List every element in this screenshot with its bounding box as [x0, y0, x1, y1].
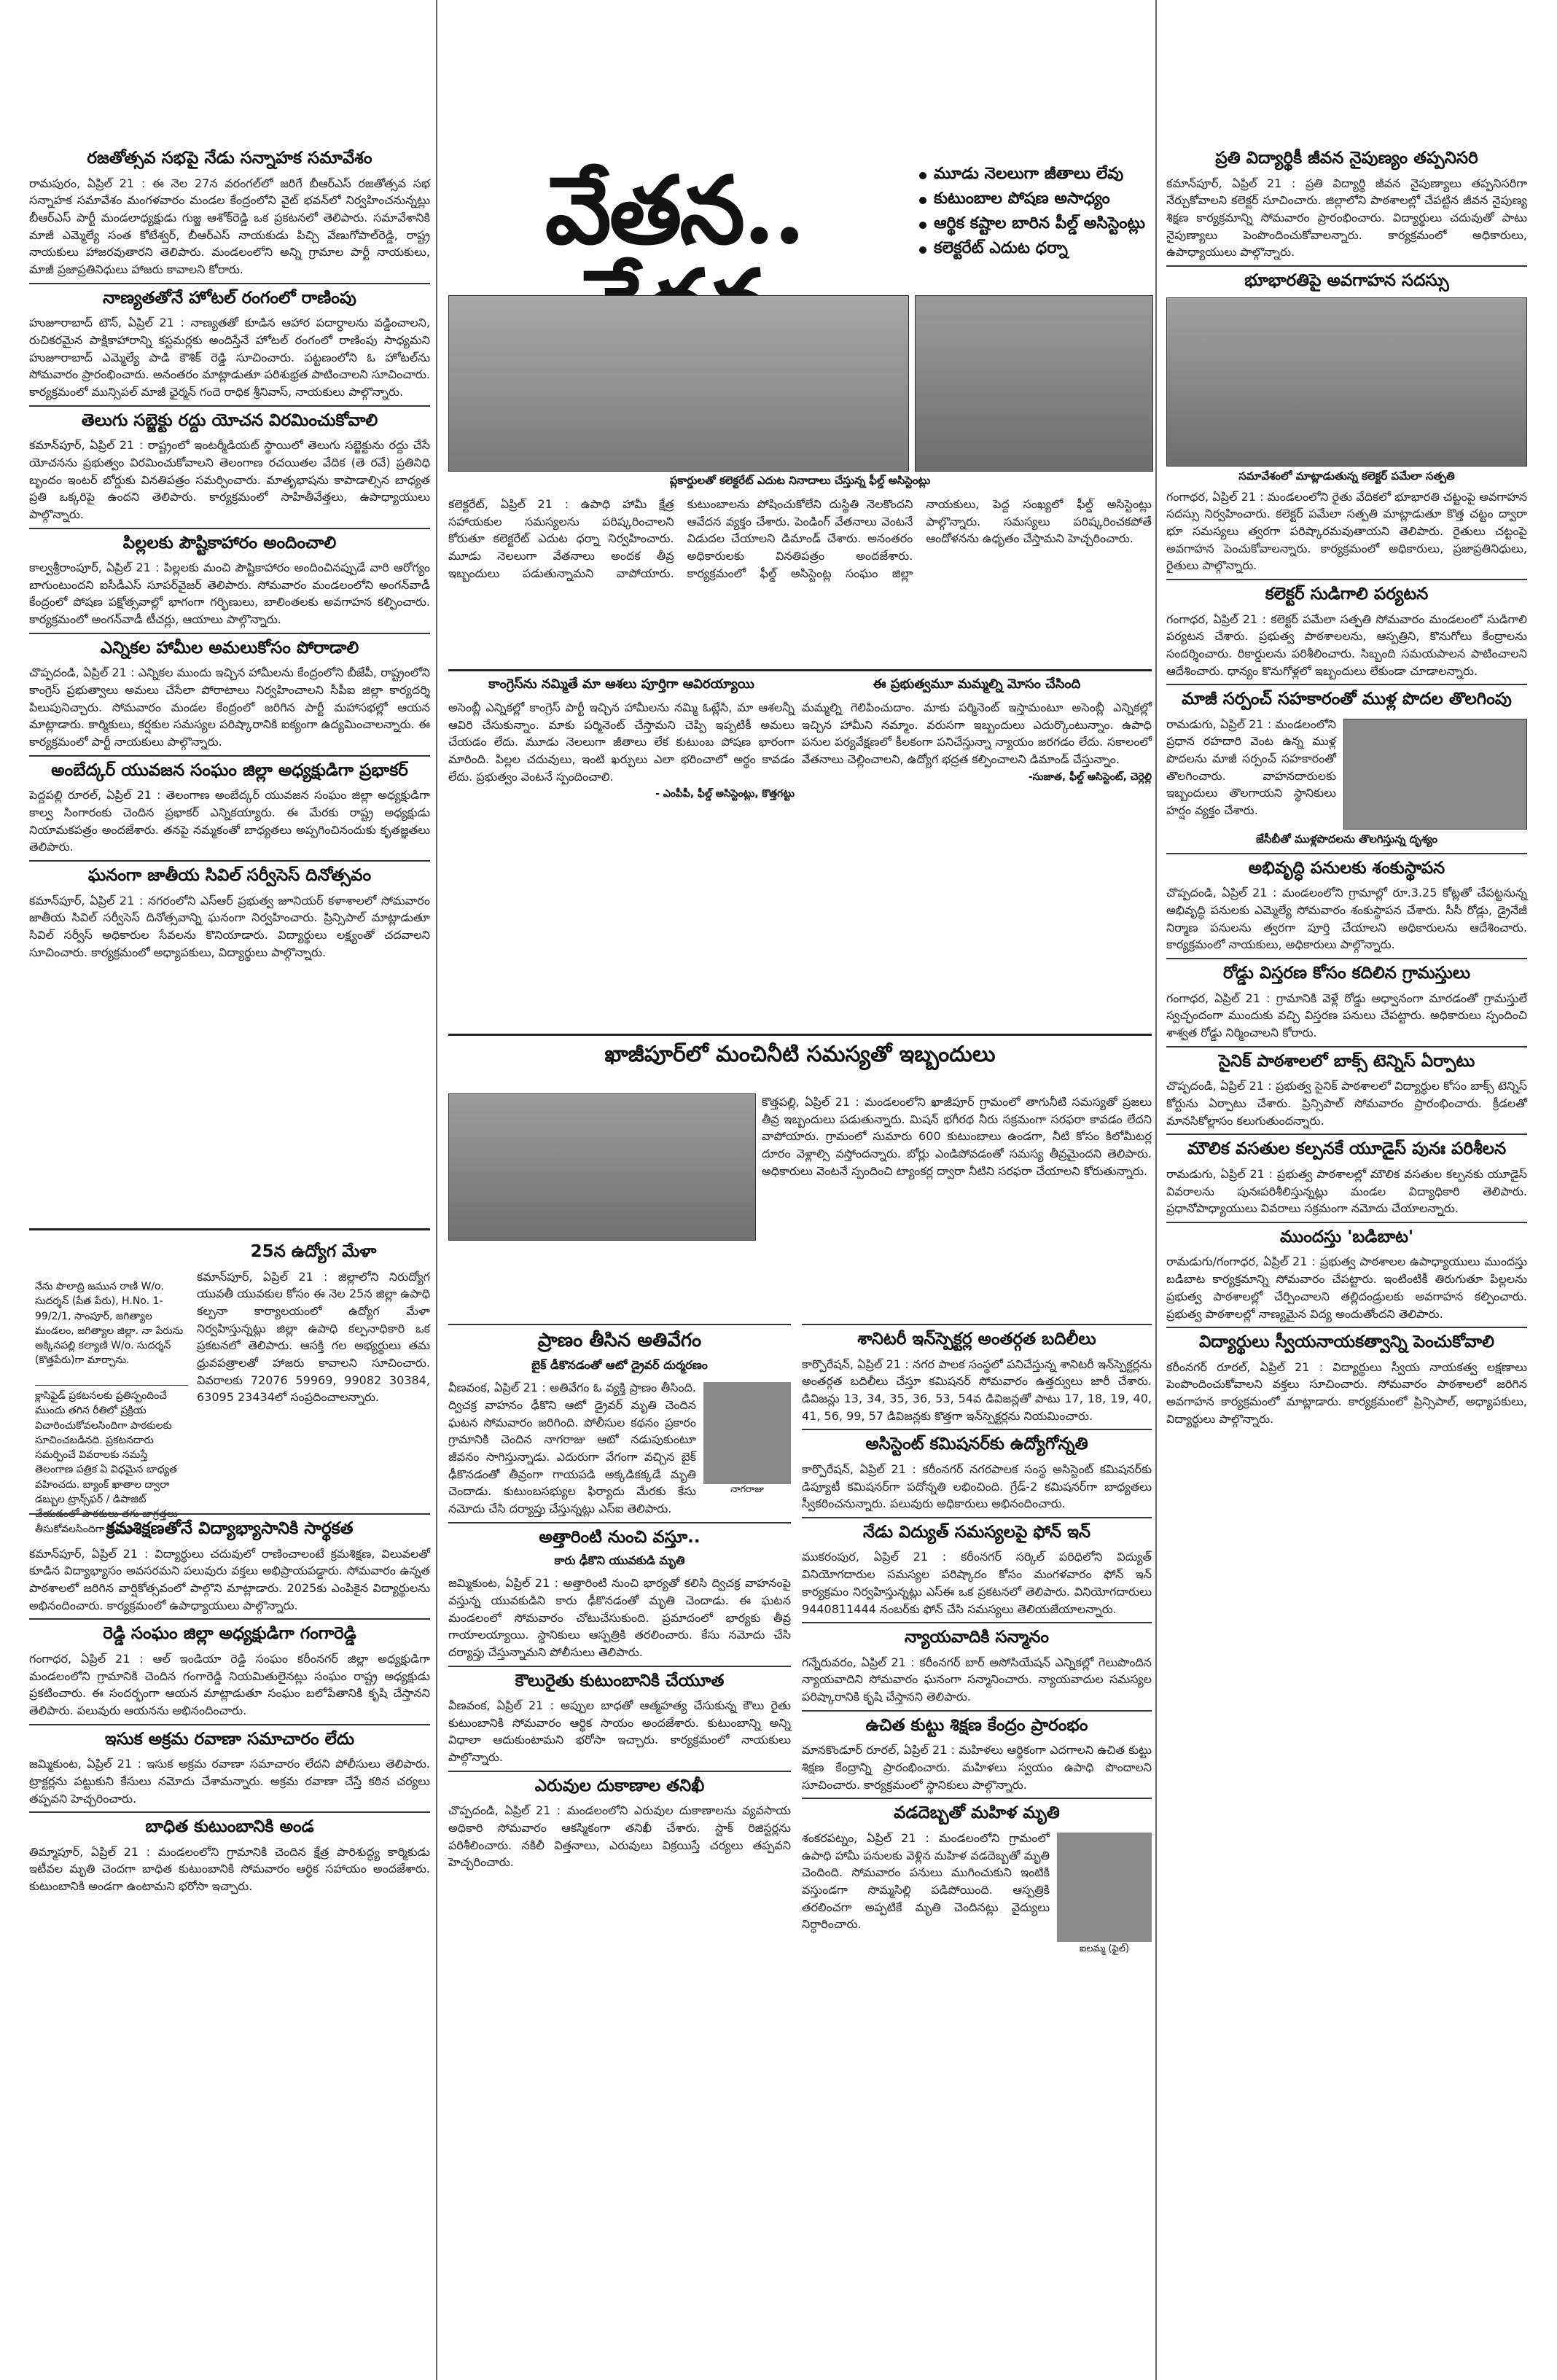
article-body: చొప్పదండి, ఏప్రిల్ 21 : మండలంలోని ఎరువుల దుకాణాలను వ్యవసాయ అధికారి సోమవారం ఆకస్మికంగా తనిఖీ చేశారు. స్టాక్ రిజిస్టర్లను పరిశీలించారు. నకిలీ విత్తనాలు, ఎరువులు విక్రయిస్తే చర్యలు తప్పవని హెచ్చరించారు.	[448, 1803, 791, 1870]
article-body: కార్పొరేషన్, ఏప్రిల్ 21 : నగర పాలక సంస్థలో పనిచేస్తున్న శానిటరీ ఇన్‌స్పెక్టర్లను అంతర్గత బదిలీలు చేస్తూ కమిషనర్ సోమవారం ఉత్తర్వులు జారీ చేశారు. డివిజన్లు 13, 34, 35, 36, 53, 54వ డివిజన్లతో పాటు 17, 18, 19, 40, 41, 56, 99, 57 డివిజన్లకు కొత్తగా ఇన్‌స్పెక్టర్లను నియమించారు.	[802, 1357, 1152, 1423]
photo-caption: ఐలమ్మ (ఫైల్)	[1079, 1943, 1130, 1954]
article-headline-wrap	[448, 1039, 1152, 1090]
article	[29, 761, 430, 856]
article-headline: ఖాజీపూర్‌లో మంచినీటి సమస్యతో ఇబ్బందులు	[604, 1042, 996, 1067]
photo-caption: జేసీబీతో ముళ్లపొదలను తొలగిస్తున్న దృశ్యం	[1256, 832, 1437, 846]
bullet-item: కలెక్టరేట్ ఎదుట ధర్నా	[915, 238, 1152, 259]
lead-headline: వేతన..	[545, 156, 804, 265]
article	[29, 411, 430, 523]
divider	[448, 1324, 791, 1325]
bullet-item: ఆర్థిక కష్టాల బారిన పీల్డ్ అసిస్టెంట్లు	[915, 214, 1152, 234]
article-body: రామడుగు, ఏప్రిల్ 21 : మండలంలోని ప్రధాన రహదారి వెంట ఉన్న ముళ్ల పొదలను మాజీ సర్పంచ్ సహకారంతో తొలగించారు. వాహనదారులకు ఇబ్బందులు తొలగాయని స్థానికులు హర్షం వ్యక్తం చేశారు.	[1166, 717, 1336, 818]
article-body: హుజూరాబాద్ టౌన్, ఏప్రిల్ 21 : నాణ్యతతో కూడిన ఆహార పదార్థాలను వడ్డించాలని, రుచికరమైన పాక్షికాహారాన్ని కస్టమర్లకు అందిస్తేనే హోటల్ రంగంలో రాణింపు సాధ్యమని హుజూరాబాద్ ఎమ్మెల్యే పాడి కౌశిక్ రెడ్డి సూచించారు. పట్టణంలోని ఓ హోటల్‌ను సోమవారం ప్రారంభించారు. అనంతరం మాట్లాడుతూ పరిశుభ్రత పాటించాలని సూచించారు. కార్యక్రమంలో మున్సిపల్ మాజీ ఛైర్మన్ గందె రాధిక శ్రీనివాస్, నాయకులు పాల్గొన్నారు.	[29, 316, 430, 399]
article-body: చొప్పదండి, ఏప్రిల్ 21 : ఎన్నికల ముందు ఇచ్చిన హామీలను కేంద్రంలోని బీజేపీ, రాష్ట్రంలోని కాంగ్రెస్ ప్రభుత్వాలు అమలు చేసేలా పోరాటాలు నిర్వహించాలని సీపీఐ జిల్లా కార్యదర్శి పిలుపునిచ్చారు. సోమవారం మండల కేంద్రంలో జరిగిన పార్టీ మహాసభల్లో ఆయన మాట్లాడారు. కార్మికులు, కర్షకుల సమస్యల పరిష్కారానికి ఐక్యంగా ఉద్యమించాలన్నారు. ఈ కార్యక్రమంలో పార్టీ నాయకులు పాల్గొన్నారు.	[29, 666, 430, 749]
article-headline: అత్తారింటి నుంచి వస్తూ..	[539, 1527, 701, 1547]
divider	[29, 1228, 430, 1230]
article-body: జమ్మికుంట, ఏప్రిల్ 21 : అత్తారింటి నుంచి భార్యతో కలిసి ద్విచక్ర వాహనంపై వస్తున్న యువకుడిని కారు ఢీకొనడంతో మృతి చెందాడు. ఈ ఘటన మండలంలో సోమవారం చోటుచేసుకుంది. ప్రమాదంలో భార్యకు తీవ్ర గాయాలయ్యాయి. స్థానికులు ఆస్పత్రికి తరలించారు. కేసు నమోదు చేసి దర్యాప్తు చేస్తున్నామని పోలీసులు తెలిపారు.	[448, 1576, 791, 1659]
divider	[29, 1513, 430, 1515]
divider	[1166, 684, 1527, 685]
article-headline: రెడ్డి సంఘం జిల్లా అధ్యక్షుడిగా గంగారెడ్డి	[103, 1624, 356, 1644]
article-headline: ఘనంగా జాతీయ సివిల్ సర్వీసెస్ దినోత్సవం	[87, 866, 372, 886]
article-headline: మౌలిక వసతుల కల్పనకే యూడైస్ పునః పరిశీలన	[1187, 1139, 1507, 1159]
opinion-box	[448, 676, 795, 1026]
article	[762, 1093, 1152, 1312]
divider	[802, 1710, 1152, 1712]
divider	[1166, 1134, 1527, 1135]
article-body: చొప్పదండి, ఏప్రిల్ 21 : మండలంలోని గ్రామాల్లో రూ.3.25 కోట్లతో చేపట్టనున్న అభివృద్ధి పనులకు ఎమ్మెల్యే సోమవారం శంకుస్థాపన చేశారు. సీసీ రోడ్లు, డ్రైనేజీ నిర్మాణ పనులను త్వరగా పూర్తి చేయాలని అధికారులను ఆదేశించారు. కార్యక్రమంలో నాయకులు, అధికారులు పాల్గొన్నారు.	[1166, 886, 1527, 952]
article-headline: నేడు విద్యుత్ సమస్యలపై ఫోన్ ఇన్	[862, 1522, 1091, 1542]
article-headline: క్రమశిక్షణతోనే విద్యాభ్యాసానికి సార్థకత	[106, 1519, 354, 1538]
divider	[29, 528, 430, 529]
water-photo	[448, 1093, 756, 1241]
column-2-lower	[448, 1319, 791, 2369]
article-body: గంగాధర, ఏప్రిల్ 21 : మండలంలోని రైతు వేదికలో భూభారతి చట్టంపై అవగాహన సదస్సు నిర్వహించారు. కలెక్టర్ పమేలా సత్పతి మాట్లాడుతూ కొత్త చట్టం ద్వారా భూ సమస్యలు త్వరగా పరిష్కారమవుతాయని తెలిపారు. రైతులు చట్టంపై అవగాహన పెంచుకోవాలన్నారు. కార్యక్రమంలో అధికారులు, ప్రజాప్రతినిధులు, రైతులు పాల్గొన్నారు.	[1166, 489, 1527, 573]
article-body: కార్పొరేషన్, ఏప్రిల్ 21 : కరీంనగర్ నగరపాలక సంస్థ అసిస్టెంట్ కమిషనర్‌కు డిప్యూటీ కమిషనర్‌గా పదోన్నతి లభించింది. గ్రేడ్-2 కమిషనర్‌గా బాధ్యతలు స్వీకరించనున్నారు. పలువురు అధికారులు అభినందించారు.	[802, 1462, 1152, 1511]
road-photo	[1343, 719, 1527, 830]
divider	[1166, 853, 1527, 854]
article-headline: ప్రతి విద్యార్థికీ జీవన నైపుణ్యం తప్పనిసరి	[1215, 149, 1478, 168]
divider	[1166, 1222, 1527, 1223]
article-headline: అసిస్టెంట్ కమిషనర్‌కు ఉద్యోగోన్నతి	[865, 1435, 1088, 1454]
opinion-headline: ఈ ప్రభుత్వమూ మమ్మల్ని మోసం చేసింది	[873, 676, 1081, 692]
article-body: జమ్మికుంట, ఏప్రిల్ 21 : ఇసుక అక్రమ రవాణా సమాచారం లేదని పోలీసులు తెలిపారు. ట్రాక్టర్లను పట్టుకుని కేసులు నమోదు చేశామన్నారు. అక్రమ రవాణా చేస్తే కఠిన చర్యలు తప్పవని హెచ్చరించారు.	[29, 1757, 430, 1806]
divider	[802, 1324, 1152, 1325]
opinion-body: అసెంబ్లీ ఎన్నికల్లో కాంగ్రెస్ పార్టీ ఇచ్చిన హామీలను నమ్మి ఓట్లేసి, మా ఆశలన్నీ ఆవిరి చేసుకున్నాం. మాకు పర్మినెంట్ చేస్తామని చెప్పి ఇప్పటికీ అమలు చేయడం లేదు. మూడు నెలలుగా జీతాలు లేక కుటుంబ పోషణ భారంగా మారింది. పిల్లల చదువులు, ఇంటి ఖర్చులు ఎలా భరించాలో అర్థం కావడం లేదు. ప్రభుత్వం వెంటనే స్పందించాలి.	[448, 701, 795, 784]
article-subheadline: బైక్ డీకొనడంతో ఆటో డ్రైవర్ దుర్మరణం	[531, 1358, 708, 1373]
column-4-articles	[1166, 146, 1527, 2369]
article-headline: న్యాయవాదికి సన్మానం	[904, 1628, 1050, 1647]
article-headline: మాజీ సర్పంచ్ సహకారంతో ముళ్ల పొదల తొలగింపు	[1182, 690, 1512, 709]
article-subheadline: కారు ఢీకొని యువకుడి మృతి	[554, 1553, 685, 1568]
opinion-body: మమ్మల్ని గెలిపించుదాం. మాకు పర్మినెంట్ ఇస్తామంటూ అసెంబ్లీ ఎన్నికల్లో ఇచ్చిన హామీని నమ్మాం. వరుసగా ఇబ్బందులు ఎదుర్కొంటున్నాం. ఉపాధి పనుల పర్యవేక్షణలో కీలకంగా పనిచేస్తున్నా న్యాయం జరగడం లేదు. సకాలంలో వేతనాలు చెల్లించాలని, ఉద్యోగ భద్రత కల్పించాలని డిమాండ్ చేస్తున్నాం.	[802, 701, 1152, 767]
divider	[1166, 265, 1527, 267]
divider	[802, 1798, 1152, 1799]
article-body: పెద్దపల్లి రూరల్, ఏప్రిల్ 21 : తెలంగాణ అంబేద్కర్ యువజన సంఘం జిల్లా అధ్యక్షుడిగా కాల్వ సింగారంకు చెందిన ప్రభాకర్ ఎన్నికయ్యారు. ఈ మేరకు రాష్ట్ర అధ్యక్షుడు నియామకపత్రం అందజేశారు. తనపై నమ్మకంతో బాధ్యతలు అప్పగించినందుకు కృతజ్ఞతలు తెలిపారు.	[29, 788, 430, 854]
article-headline: తెలుగు సబ్జెక్టు రద్దు యోచన విరమించుకోవాలి	[81, 410, 378, 430]
article-headline: బాధిత కుటుంబానికి అండ	[145, 1817, 314, 1837]
article-headline: ఇసుక అక్రమ రవాణా సమాచారం లేదు	[104, 1729, 355, 1749]
article	[29, 149, 430, 278]
opinion-headline: కాంగ్రెస్‌ను నమ్మితే మా ఆశలు పూర్తిగా ఆవిరయ్యాయి	[488, 676, 754, 692]
divider	[1166, 1327, 1527, 1328]
article-body: మానకొండూర్ రూరల్, ఏప్రిల్ 21 : మహిళలు ఆర్థికంగా ఎదగాలని ఉచిత కుట్టు శిక్షణ కేంద్రాన్ని ప్రారంభించారు. మహిళలు స్వయం ఉపాధి పొందాలని సూచించారు. కార్యక్రమంలో స్థానికులు పాల్గొన్నారు.	[802, 1743, 1152, 1792]
divider	[1166, 958, 1527, 959]
article-body: శంకరపట్నం, ఏప్రిల్ 21 : మండలంలోని గ్రామంలో ఉపాధి హామీ పనులకు వెళ్లిన మహిళ వడదెబ్బతో మృతి చెందింది. సోమవారం పనులు ముగించుకుని ఇంటికి వస్తుండగా సొమ్మసిల్లి పడిపోయింది. ఆస్పత్రికి తరలించగా అప్పటికే మృతి చెందినట్లు వైద్యులు నిర్ధారించారు.	[802, 1830, 1050, 1932]
opinion-signature: -సుజాత, ఫీల్డ్ అసిస్టెంట్, చెర్లెల్లి	[1028, 770, 1152, 783]
article	[29, 534, 430, 628]
meeting-photo	[1166, 297, 1527, 467]
opinion-signature: - ఎంపీపీ, ఫీల్డ్ అసిస్టెంట్లు, కొత్తగట్టు	[655, 788, 795, 800]
article-headline: అంబేద్కర్ యువజన సంఘం జిల్లా అధ్యక్షుడిగా ప్రభాకర్	[51, 760, 408, 780]
article-headline: ప్రాణం తీసిన అతివేగం	[537, 1330, 702, 1351]
article-body: చొప్పదండి, ఏప్రిల్ 21 : ప్రభుత్వ సైనిక్ పాఠశాలలో విద్యార్థుల కోసం బాక్స్ టెన్నిస్ కోర్టును ఏర్పాటు చేశారు. ప్రిన్సిపాల్ సోమవారం ప్రారంభించారు. క్రీడలతో మానసికోల్లాసం కలుగుతుందన్నారు.	[1166, 1079, 1527, 1128]
bullet-item: కుటుంబాల పోషణ అసాధ్యం	[915, 189, 1152, 209]
article	[29, 866, 430, 961]
divider	[29, 1811, 430, 1813]
article-body: రామపురం, ఏప్రిల్ 21 : ఈ నెల 27న వరంగల్‌లో జరిగే బీఆర్‌ఎస్ రజతోత్సవ సభ సన్నాహక సమావేశం మంగళవారం మండల కేంద్రంలోని వైట్ భవన్‌లో నిర్వహించనున్నట్లు బీఆర్‌ఎస్ పార్టీ మండలాధ్యక్షుడు గుజ్జ ఆశోక్‌రెడ్డి ఒక ప్రకటనలో తెలిపారు. సమావేశానికి మాజీ ఎమ్మెల్యే సంత కోటేశ్వర్, బీఆర్‌ఎస్ నాయకుడు పిచ్చి వేణుగోపాల్‌రెడ్డి, రాష్ట్ర నాయకులు హాజరవుతారని తెలిపారు. మండలంలోని అన్ని గ్రామాల పార్టీ నాయకులు, మాజీ ప్రజాప్రతినిధులు హాజరు కావాలని కోరారు.	[29, 176, 430, 276]
photo-caption: ప్లకార్డులతో కలెక్టరేట్ ఎదుట నినాదాలు చేస్తున్న ఫీల్డ్ అసిస్టెంట్లు	[669, 474, 931, 487]
article-headline: పిల్లలకు పౌష్టికాహారం అందించాలి	[122, 533, 337, 553]
article-headline: శానిటరీ ఇన్‌స్పెక్టర్ల అంతర్గత బదిలీలు	[857, 1330, 1096, 1349]
divider	[802, 1517, 1152, 1518]
article	[29, 289, 430, 401]
divider	[1166, 1046, 1527, 1047]
photo-caption: సమావేశంలో మాట్లాడుతున్న కలెక్టర్ పమేలా సత్పతి	[1238, 469, 1455, 483]
divider	[29, 633, 430, 634]
article-headline: ఉచిత కుట్టు శిక్షణ కేంద్రం ప్రారంభం	[865, 1715, 1088, 1735]
article-headline: నాణ్యతతోనే హోటల్ రంగంలో రాణింపు	[103, 288, 356, 308]
photo-caption: నాగరాజు	[730, 1484, 764, 1496]
article-body: తిమ్మాపూర్, ఏప్రిల్ 21 : మండలంలోని గ్రామానికి చెందిన క్షేత్ర పారిశుద్ధ్య కార్మికుడు ఇటీవల మృతి చెందగా బాధిత కుటుంబానికి సోమవారం ఆర్థిక సహాయం అందజేశారు. కుటుంబానికి అండగా ఉంటామని భరోసా ఇచ్చారు.	[29, 1844, 430, 1894]
article-body: కమాన్‌పూర్, ఏప్రిల్ 21 : ప్రతి విద్యార్థి జీవన నైపుణ్యాలు తప్పనిసరిగా నేర్చుకోవాలని కలెక్టర్ సూచించారు. జిల్లాలోని పాఠశాలల్లో చేపట్టిన జీవన నైపుణ్య శిక్షణ కార్యక్రమాన్ని సోమవారం ప్రారంభించారు. విద్యార్థులు చదువుతో పాటు నైపుణ్యాలు పెంపొందించుకోవాలన్నారు. కార్యక్రమంలో అధికారులు, ఉపాధ్యాయులు పాల్గొన్నారు.	[1166, 176, 1527, 260]
divider	[802, 1429, 1152, 1430]
article-body: కమాన్‌పూర్, ఏప్రిల్ 21 : విద్యార్థులు చదువులో రాణించాలంటే క్రమశిక్షణ, విలువలతో కూడిన విద్యాభ్యాసం అవసరమని పలువురు వక్తలు అభిప్రాయపడ్డారు. సోమవారం ఉన్నత పాఠశాలలో జరిగిన వార్షికోత్సవంలో పాల్గొని మాట్లాడారు. 2025కు ఎంపికైన విద్యార్థులను అభినందించారు. కార్యక్రమంలో ఉపాధ్యాయులు పాల్గొన్నారు.	[29, 1546, 430, 1612]
divider	[448, 1771, 791, 1772]
article-body: వీణవంక, ఏప్రిల్ 21 : అతివేగం ఓ వ్యక్తి ప్రాణం తీసింది. ద్విచక్ర వాహనం ఢీకొని ఆటో డ్రైవర్ మృతి చెందిన ఘటన సోమవారం జరిగింది. పోలీసుల కథనం ప్రకారం గ్రామానికి చెందిన నాగరాజు ఆటో నడుపుకుంటూ జీవనం సాగిస్తున్నాడు. ఎదురుగా వేగంగా వచ్చిన బైక్ ఢీకొనడంతో తీవ్రంగా గాయపడి అక్కడికక్కడే మృతి చెందాడు. కుటుంబసభ్యుల ఫిర్యాదు మేరకు కేసు నమోదు చేసి దర్యాప్తు చేస్తున్నట్లు ఎస్ఐ తెలిపారు.	[448, 1381, 696, 1515]
column-1-articles	[29, 146, 430, 1225]
article-headline: అభివృద్ధి పనులకు శంకుస్థాపన	[1248, 858, 1445, 878]
victim-photo	[703, 1382, 791, 1496]
protest-photo	[448, 295, 909, 472]
article-body: గంగాధర, ఏప్రిల్ 21 : ఆల్ ఇండియా రెడ్డి సంఘం కరీంనగర్ జిల్లా అధ్యక్షుడిగా మండలంలోని గ్రామానికి చెందిన గంగారెడ్డి నియమితులైనట్లు సంఘం రాష్ట్ర అధ్యక్షుడు ప్రకటించారు. ఈ సందర్భంగా ఆయన మాట్లాడుతూ సంఘం బలోపేతానికి కృషి చేస్తానని తెలిపారు. పలువురు ఆయనను అభినందించారు.	[29, 1651, 430, 1717]
divider	[448, 669, 1152, 671]
divider	[448, 1034, 1152, 1036]
divider	[29, 283, 430, 284]
classified-notice: నేను పొలాద్రి జమున రాణి W/o. సుదర్శన్ (పేత పేరు), H.No. 1-99/2/1, సాంపూర్, జగిత్యాల మండలం, జగిత్యాల జిల్లా. నా పేరును అక్కినపల్లి కల్యాణి W/o. సుదర్శన్ (కొత్తపేరు)గా మార్చాను.	[35, 1281, 184, 1367]
article-headline: ఎరువుల దుకాణాల తనిఖీ	[534, 1776, 705, 1795]
article-body: కలెక్టరేట్, ఏప్రిల్ 21 : ఉపాధి హామీ క్షేత్ర సహాయకుల సమస్యలను పరిష్కరించాలని కోరుతూ కలెక్టరేట్ ఎదుట ధర్నా నిర్వహించారు. మూడు నెలలుగా వేతనాలు అందక తీవ్ర ఇబ్బందులు పడుతున్నామని వాపోయారు. కుటుంబాలను పోషించుకోలేని దుస్థితి నెలకొందని ఆవేదన వ్యక్తం చేశారు. పెండింగ్ వేతనాలు వెంటనే విడుదల చేయాలని డిమాండ్ చేశారు. అనంతరం అధికారులకు వినతిపత్రం అందజేశారు. కార్యక్రమంలో ఫీల్డ్ అసిస్టెంట్ల సంఘం జిల్లా నాయకులు, పెద్ద సంఖ్యలో ఫీల్డ్ అసిస్టెంట్లు పాల్గొన్నారు. సమస్యలు పరిష్కరించకపోతే ఆందోళనను ఉధృతం చేస్తామని హెచ్చరించారు.	[448, 497, 1152, 580]
article-headline: భూభారతిపై అవగాహన సదస్సు	[1244, 270, 1449, 290]
divider	[802, 1622, 1152, 1623]
lead-bullets	[915, 164, 1152, 264]
article-body: కాల్వశ్రీరాంపూర్, ఏప్రిల్ 21 : పిల్లలకు మంచి పౌష్టికాహారం అందించినప్పుడే వారి ఆరోగ్యం బాగుంటుందని ఐసీడీఎస్ సూపర్‌వైజర్ తెలిపారు. సోమవారం మండలంలోని అంగన్‌వాడీ కేంద్రంలో పోషణ పక్షోత్సవాల్లో భాగంగా గర్భిణులు, బాలింతలకు అవగాహన కల్పించారు. కార్యక్రమంలో అంగన్‌వాడీ టీచర్లు, ఆయాలు పాల్గొన్నారు.	[29, 561, 430, 627]
article-headline: ముందస్తు 'బడిబాట'	[1279, 1227, 1414, 1246]
article-body: కమాన్‌పూర్, ఏప్రిల్ 21 : రాష్ట్రంలో ఇంటర్మీడియట్ స్థాయిలో తెలుగు సబ్జెక్టును రద్దు చేసే యోచనను ప్రభుత్వం విరమించుకోవాలని తెలంగాణ రచయితల వేదిక (తె రవే) ప్రతినిధి బృందం ఇంటర్ బోర్డుకు వినతిపత్రం సమర్పించారు. మాతృభాషను కాపాడాల్సిన బాధ్యత ప్రతి ఒక్కరిపై ఉందని తెలిపారు. కార్యక్రమంలో సాహితీవేత్తలు, ఉపాధ్యాయులు పాల్గొన్నారు.	[29, 438, 430, 521]
victim-photo	[1057, 1833, 1152, 1954]
article-body: కమాన్‌పూర్, ఏప్రిల్ 21 : జిల్లాలోని నిరుద్యోగ యువతీ యువకుల కోసం ఈ నెల 25న జిల్లా ఉపాధి కల్పనా కార్యాలయంలో ఉద్యోగ మేళా నిర్వహిస్తున్నట్లు జిల్లా ఉపాధి కల్పనాధికారి ఒక ప్రకటనలో తెలిపారు. ఆసక్తి గల అభ్యర్థులు తమ ధ్రువపత్రాలతో హాజరు కావాలని సూచించారు. వివరాలకు 72076 59969, 99082 30384, 63095 23434లో సంప్రదించాలన్నారు.	[197, 1269, 430, 1405]
article-body: ముకరంపుర, ఏప్రిల్ 21 : కరీంనగర్ సర్కిల్ పరిధిలోని విద్యుత్ వినియోగదారుల సమస్యల పరిష్కారం కోసం మంగళవారం ఫోన్ ఇన్ కార్యక్రమం నిర్వహిస్తున్నట్లు ఎస్ఈ ఒక ప్రకటనలో తెలిపారు. వినియోగదారులు 9440811444 నంబర్‌కు ఫోన్ చేసి సమస్యలు తెలియజేయాలన్నారు.	[802, 1550, 1152, 1616]
bullet-item: మూడు నెలలుగా జీతాలు లేవు	[915, 164, 1152, 184]
column-rule	[1155, 0, 1157, 2380]
article-body: కొత్తపల్లి, ఏప్రిల్ 21 : మండలంలోని ఖాజీపూర్ గ్రామంలో తాగునీటి సమస్యతో ప్రజలు తీవ్ర ఇబ్బందులు పడుతున్నారు. మిషన్ భగీరథ నీరు సక్రమంగా సరఫరా కావడం లేదని వాపోయారు. గ్రామంలో సుమారు 600 కుటుంబాలు ఉండగా, నీటి కోసం కిలోమీటర్ల దూరం వెళ్లాల్సి వస్తోందన్నారు. బోర్లు ఎండిపోవడంతో సమస్య తీవ్రమైందని తెలిపారు. అధికారులు వెంటనే స్పందించి ట్యాంకర్ల ద్వారా నీటిని సరఫరా చేయాలని కోరుతున్నారు.	[762, 1095, 1152, 1178]
divider	[29, 405, 430, 407]
article-headline: రోడ్డు విస్తరణ కోసం కదిలిన గ్రామస్తులు	[1222, 964, 1471, 983]
article-headline: కలెక్టర్ సుడిగాలి పర్యటన	[1265, 584, 1429, 604]
article	[29, 639, 430, 751]
article-headline: 25న ఉద్యోగ మేళా	[250, 1242, 377, 1261]
article-body: రామడుగు/గంగాధర, ఏప్రిల్ 21 : ప్రభుత్వ పాఠశాలల ఉపాధ్యాయులు ముందస్తు బడిబాట కార్యక్రమాన్ని సోమవారం చేపట్టారు. ఇంటింటికీ తిరుగుతూ పిల్లలను ప్రభుత్వ పాఠశాలల్లో చేర్పించాలని తల్లిదండ్రులకు అవగాహన కల్పించారు. ప్రభుత్వ పాఠశాలల్లో నాణ్యమైన విద్య అందుతోందని తెలిపారు.	[1166, 1255, 1527, 1321]
article-headline: కౌలురైతు కుటుంబానికి చేయూత	[515, 1671, 725, 1690]
article-headline: వడదెబ్బతో మహిళ మృతి	[894, 1803, 1060, 1823]
article-body: రామడుగు, ఏప్రిల్ 21 : ప్రభుత్వ పాఠశాలల్లో మౌలిక వసతుల కల్పనకు యూడైస్ వివరాలను పునఃపరిశీలిస్తున్నట్లు మండల విద్యాధికారి తెలిపారు. ప్రధానోపాధ్యాయులు వివరాలు సక్రమంగా నమోదు చేయాలన్నారు.	[1166, 1166, 1527, 1216]
column-rule	[436, 0, 437, 2380]
divider	[1166, 579, 1527, 580]
divider	[29, 755, 430, 757]
article-body: కరీంనగర్ రూరల్, ఏప్రిల్ 21 : విద్యార్థులు స్వీయ నాయకత్వ లక్షణాలు పెంపొందించుకోవాలని వక్తలు సూచించారు. సోమవారం పాఠశాలలో జరిగిన అవగాహన కార్యక్రమంలో మాట్లాడారు. కార్యక్రమంలో ప్రిన్సిపాల్, అధ్యాపకులు, విద్యార్థులు పాల్గొన్నారు.	[1166, 1359, 1527, 1426]
article-headline: ఎన్నికల హామీల అమలుకోసం పోరాడాలి	[100, 638, 359, 658]
divider	[29, 1724, 430, 1725]
divider	[29, 860, 430, 862]
article-body: గంగాధర, ఏప్రిల్ 21 : కలెక్టర్ పమేలా సత్పతి సోమవారం మండలంలో సుడిగాలి పర్యటన చేశారు. ప్రభుత్వ పాఠశాలలను, ఆస్పత్రిని, కొనుగోలు కేంద్రాలను సందర్శించారు. రికార్డులను పరిశీలించారు. సిబ్బంది సమయపాలన పాటించాలని ఆదేశించారు. ధాన్యం కొనుగోళ్లలో ఇబ్బందులు లేకుండా చూడాలన్నారు.	[1166, 612, 1527, 678]
article-headline: విద్యార్థులు స్వీయనాయకత్వాన్ని పెంచుకోవాలి	[1198, 1333, 1495, 1352]
divider	[448, 1522, 791, 1523]
lead-photo	[915, 295, 1153, 472]
article-body: గంగాధర, ఏప్రిల్ 21 : గ్రామానికి వెళ్లే రోడ్డు అధ్వానంగా మారడంతో గ్రామస్తులే స్వచ్ఛందంగా ముందుకు వచ్చి విస్తరణ పనులు చేపట్టారు. అధికారులు స్పందించి శాశ్వత రోడ్డు నిర్మించాలని కోరారు.	[1166, 991, 1527, 1039]
lead-article-body	[448, 496, 1152, 663]
article-headline: సైనిక్ పాఠశాలలో బాక్స్ టెన్నిస్ ఏర్పాటు	[1218, 1051, 1475, 1071]
article-headline: రజతోత్సవ సభపై నేడు సన్నాహక సమావేశం	[87, 149, 372, 168]
opinion-box	[802, 676, 1152, 1026]
column-1-lower	[29, 1509, 430, 2369]
divider	[29, 1618, 430, 1620]
column-3-lower	[802, 1319, 1152, 2369]
disclaimer-notice: క్లాసిఫైడ్ ప్రకటనలకు ప్రతిస్పందించే ముందు తగిన రీతిలో ప్రక్రియ విచారించుకోవలసిందిగా పాఠకులకు సూచించబడినది. ప్రకటనదారు సమర్పించే వివరాలకు నమస్తే తెలంగాణ పత్రిక ఏ విధమైన బాధ్యత వహించదు. బ్యాంక్ ఖాతాల ద్వారా డబ్బుల ట్రాన్స్‌ఫర్ / డిపాజిట్ తీసుకోవలసిందిగా మనవి.	[35, 1385, 188, 1505]
article-body: వీణవంక, ఏప్రిల్ 21 : అప్పుల బాధతో ఆత్మహత్య చేసుకున్న కౌలు రైతు కుటుంబానికి సోమవారం ఆర్థిక సాయం అందజేశారు. కుటుంబాన్ని అన్ని విధాలా ఆదుకుంటామని భరోసా ఇచ్చారు. కార్యక్రమంలో నాయకులు పాల్గొన్నారు.	[448, 1698, 791, 1765]
article-body: కమాన్‌పూర్, ఏప్రిల్ 21 : నగరంలోని ఎస్ఆర్ ప్రభుత్వ జూనియర్ కళాశాలలో సోమవారం జాతీయ సివిల్ సర్వీసెస్ దినోత్సవాన్ని ఘనంగా నిర్వహించారు. ప్రిన్సిపాల్ మాట్లాడుతూ సివిల్ సర్వీస్ అధికారుల సేవలను కొనియాడారు. విద్యార్థులు లక్ష్యంతో చదవాలని సూచించారు. కార్యక్రమంలో అధ్యాపకులు, విద్యార్థులు పాల్గొన్నారు.	[29, 893, 430, 959]
article-body: గన్నేరువరం, ఏప్రిల్ 21 : కరీంనగర్ బార్ అసోసియేషన్ ఎన్నికల్లో గెలుపొందిన న్యాయవాదిని సోమవారం ఘనంగా సన్మానించారు. న్యాయవాదుల సమస్యల పరిష్కారానికి కృషి చేస్తానని తెలిపారు.	[802, 1655, 1152, 1704]
divider	[448, 1666, 791, 1667]
article	[197, 1239, 430, 1502]
